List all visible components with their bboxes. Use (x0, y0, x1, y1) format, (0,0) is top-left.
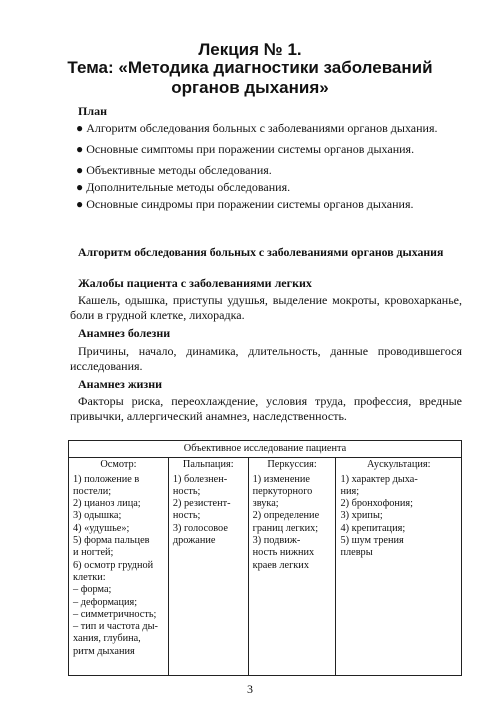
algorithm-heading: Алгоритм обследования больных с заболеваниями органов дыхания (78, 245, 444, 259)
table-line: границ легких; (252, 522, 319, 534)
table-line: 5) форма пальцев (73, 535, 150, 547)
table-line: 5) шум трения (340, 535, 404, 547)
table-line: ность нижних (252, 547, 315, 559)
table-line: 2) резистент- (172, 498, 231, 510)
table-line: ность; (172, 510, 201, 522)
plan-heading: План (78, 104, 107, 118)
column-header-percussion: Перкуссия: (248, 458, 336, 473)
plan-item: ● Основные симптомы при поражении системы органов дыхания. (76, 142, 415, 156)
table-line: 3) голосовое (172, 522, 228, 534)
page-number: 3 (247, 682, 253, 696)
table-caption: Объективное исследование пациента (69, 441, 462, 458)
plan-item: ● Дополнительные методы обследования. (76, 180, 291, 194)
plan-item: ● Основные синдромы при поражении системы органов дыхания. (76, 197, 414, 211)
anamnesis-life-text: Факторы риска, переохлаждение, условия труда, профессия, вредные привычки, аллергический анамнез, наследственность. (70, 394, 462, 423)
column-header-inspection: Осмотр: (69, 458, 169, 473)
plan-item: ● Объективные методы обследования. (76, 163, 272, 177)
table-line: звука; (252, 498, 279, 510)
table-line: ритм дыхания (73, 645, 135, 657)
auscultation-cell (336, 473, 462, 676)
table-line: 1) положение в (73, 473, 140, 485)
table-line: 3) хрипы; (340, 510, 383, 522)
plan-list (70, 121, 462, 212)
inspection-cell (69, 473, 169, 676)
plan-item: ● Алгоритм обследования больных с заболеваниями органов дыхания. (76, 121, 438, 135)
complaints-text: Кашель, одышка, приступы удушья, выделение мокроты, кровохарканье, боли в грудной клетке, лихорадка. (70, 293, 462, 322)
anamnesis-disease-text: Причины, начало, динамика, длительность, данные проводившегося исследования. (70, 344, 462, 373)
percussion-cell (248, 473, 336, 676)
table-line: 6) осмотр грудной (73, 559, 154, 571)
table-line: ния; (340, 485, 360, 497)
table-line: 3) одышка; (73, 510, 122, 522)
table-line: 4) крепитация; (340, 522, 406, 534)
table-line: плевры (340, 547, 373, 559)
table-line: – форма; (73, 584, 112, 596)
table-line: перкуторного (252, 485, 313, 497)
table-line: 2) бронхофония; (340, 498, 414, 510)
table-line: 2) цианоз лица; (73, 498, 141, 510)
lecture-topic: Тема: «Методика диагностики заболеваний органов дыхания» (67, 58, 433, 97)
table-line: – симметричность; (73, 608, 157, 620)
table-line: 1) характер дыха- (340, 473, 418, 485)
table-line: дрожание (172, 535, 216, 547)
objective-exam-table (68, 440, 462, 676)
column-header-auscultation: Аускультация: (336, 458, 462, 473)
table-line: краев легких (252, 559, 309, 571)
complaints-heading: Жалобы пациента с заболеваниями легких (78, 276, 312, 290)
table-line: 1) болезнен- (172, 473, 228, 485)
anamnesis-disease-heading: Анамнез болезни (78, 326, 171, 340)
table-line: и ногтей; (73, 547, 114, 559)
lecture-number: Лекция № 1. (198, 40, 302, 59)
table-line: – тип и частота ды- (73, 621, 158, 633)
palpation-cell (168, 473, 248, 676)
table-line: – деформация; (73, 596, 138, 608)
table-line: клетки: (73, 571, 106, 583)
table-line: 2) определение (252, 510, 320, 522)
table-line: ность; (172, 485, 201, 497)
anamnesis-life-heading: Анамнез жизни (78, 377, 163, 391)
table-line: 3) подвиж- (252, 535, 301, 547)
column-header-palpation: Пальпация: (168, 458, 248, 473)
table-line: хания, глубина, (73, 633, 141, 645)
table-line: 1) изменение (252, 473, 310, 485)
table-line: постели; (73, 485, 112, 497)
table-line: 4) «удушье»; (73, 522, 130, 534)
